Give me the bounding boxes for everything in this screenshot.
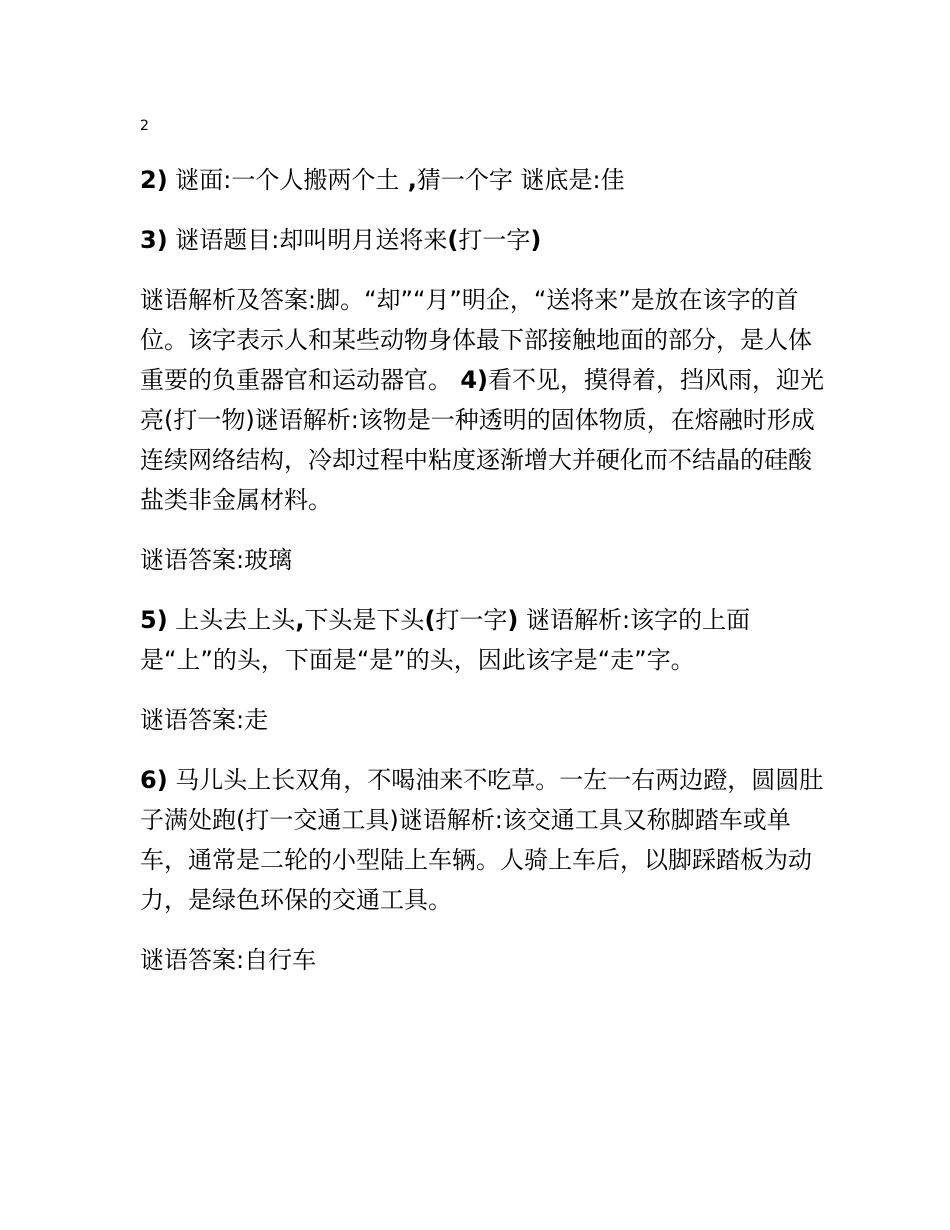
riddle-5-paren-open: ( [424,606,436,634]
riddle-5-answer: 谜语答案:走 [140,706,269,734]
riddle-5-paren-close: ) [507,606,519,634]
riddle-3-paren-close: ) [530,226,542,254]
riddle-5-text-d: 谜语解析:该字的上面是“上”的头，下面是“是”的头，因此该字是“走”字。 [140,606,751,674]
riddle-4-text: 看不见，摸得着，挡风雨，迎光亮(打一物)谜语解析:该物是一种透明的固体物质，在熔融时形成连续网络结构，冷却过程中粘度逐渐增大并硬化而不结晶的硅酸盐类非金属材料。 [140,366,825,514]
riddle-6-text: 马儿头上长双角，不喝油来不吃草。一左一右两边蹬，圆圆肚子满处跑(打一交通工具)谜语解析:该交通工具又称脚踏车或单车，通常是二轮的小型陆上车辆。人骑上车后，以脚踩踏板为动力，是绿色环保的交通工具。 [140,766,824,914]
riddle-3-number: 3) [140,226,168,254]
riddle-5 [140,600,830,680]
riddle-3-paren-open: ( [447,226,459,254]
riddle-3-analysis-and-riddle-4 [140,280,830,520]
riddle-2-text-a: 谜面:一个人搬两个土 [167,166,400,194]
riddle-6-answer: 谜语答案:自行车 [140,946,317,974]
riddle-5-text-a: 上头去上头 [167,606,296,634]
riddle-5-number: 5) [140,606,168,634]
riddle-5-comma: , [295,606,305,634]
riddle-6 [140,760,830,920]
riddle-3-text-a: 谜语题目:却叫明月送将来 [167,226,448,254]
riddle-6-number: 6) [140,766,168,794]
riddle-2-text-b: 猜一个字 谜底是:佳 [416,166,625,194]
document-body [140,160,830,1000]
riddle-5-text-c: 打一字 [435,606,508,634]
riddle-4-number: 4) [452,366,489,394]
riddle-2-comma: , [399,166,417,194]
page-number: 2 [140,118,149,134]
riddle-3 [140,220,830,260]
riddle-5-text-b: 下头是下头 [304,606,425,634]
riddle-2-number: 2) [140,166,168,194]
riddle-3-text-b: 打一字 [458,226,531,254]
riddle-2 [140,160,830,200]
riddle-3-analysis: 谜语解析及答案:脚。“却”“月”明企，“送将来”是放在该字的首位。该字表示人和某些动物身体最下部接触地面的部分，是人体重要的负重器官和运动器官。 [140,286,812,394]
riddle-4-answer: 谜语答案:玻璃 [140,546,293,574]
